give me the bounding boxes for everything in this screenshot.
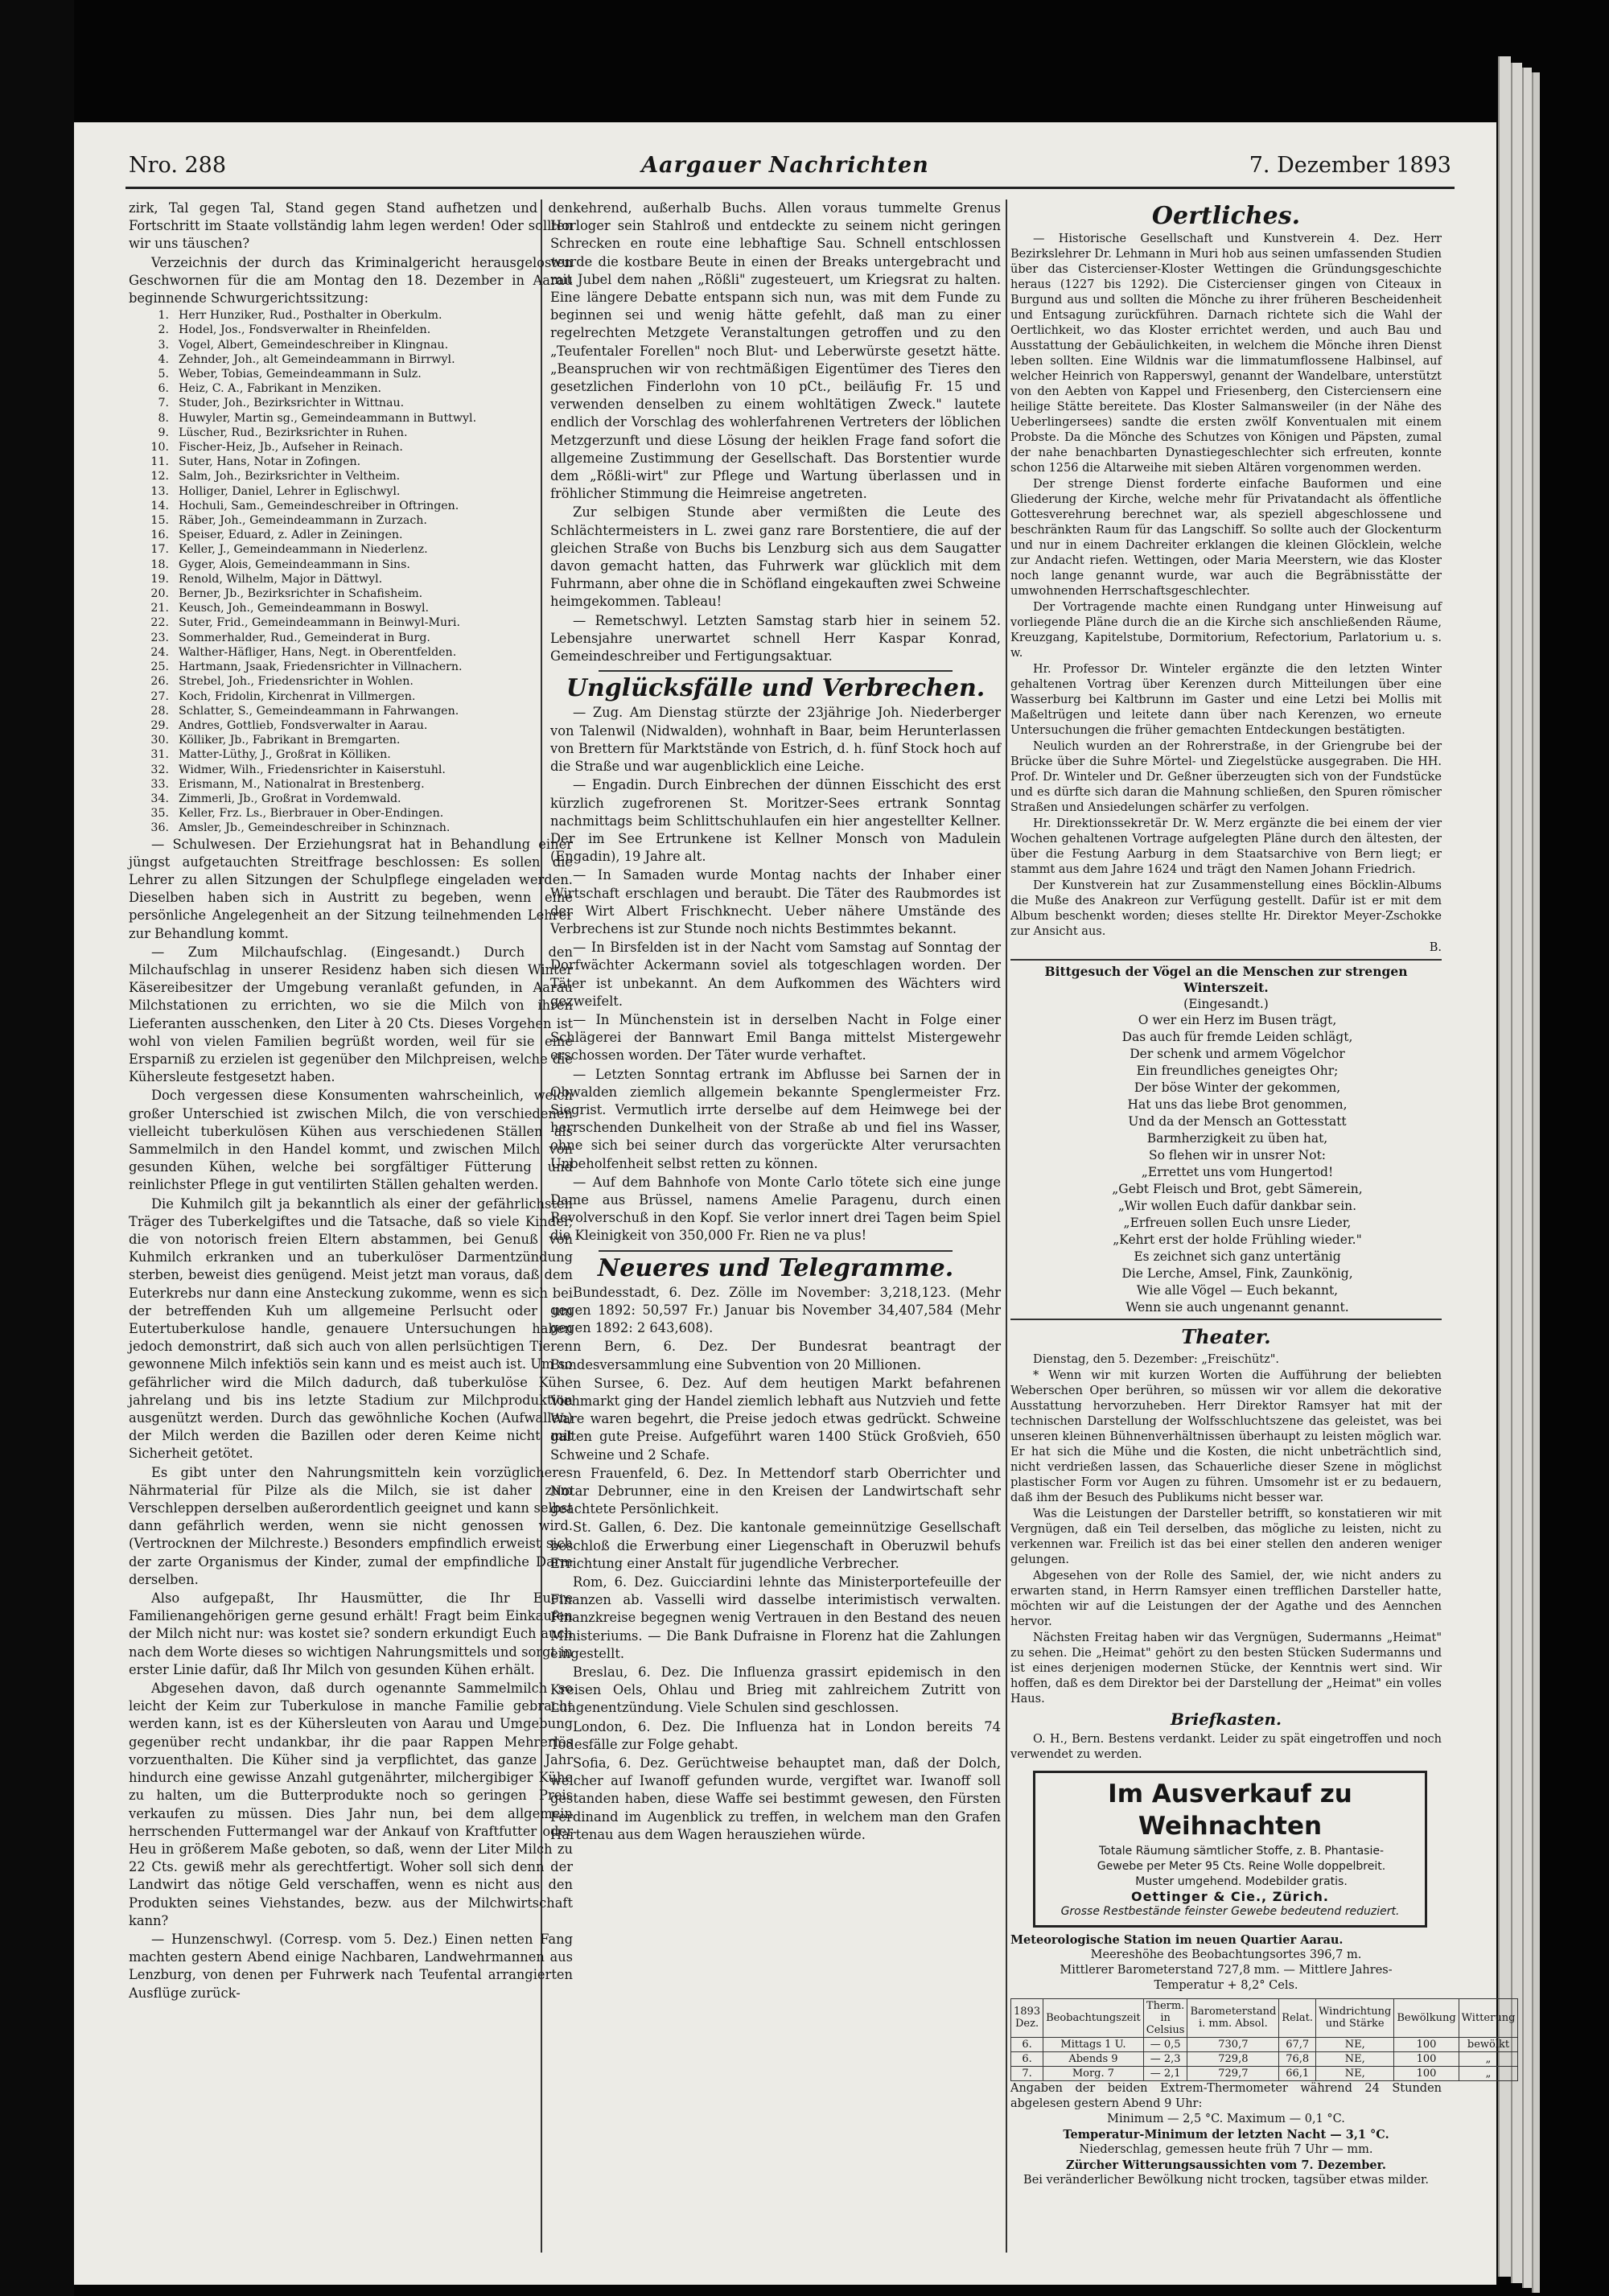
- poem-line: Der schenk und armem Vögelchor: [1130, 1047, 1345, 1062]
- weather-column-header: Relat.: [1279, 1998, 1316, 2037]
- juror-number: 21.: [150, 602, 169, 615]
- juror-name: Suter, Hans, Notar in Zofingen.: [179, 455, 361, 469]
- juror-number: 34.: [150, 792, 169, 805]
- section-rule: [599, 670, 953, 672]
- local-news: [1010, 232, 1442, 940]
- juror-number: 30.: [150, 734, 169, 747]
- juror-entry: [129, 367, 573, 381]
- accident-item: — Zug. Am Dienstag stürzte der 23jährige Joh. Niederberger von Talenwil (Nidwalden), wohnhaft in Baar, beim Herunterlassen von Brettern für Marktstände von Estrich, d. h. fünf Stock hoch auf die Straße und war augenblicklich eine Leiche.: [550, 705, 1001, 775]
- juror-entry: [129, 484, 573, 499]
- weather-cell: Abends 9: [1043, 2051, 1144, 2066]
- article-signature: B.: [1429, 941, 1442, 955]
- weather-cell: 7.: [1011, 2066, 1043, 2080]
- juror-number: 3.: [158, 338, 169, 352]
- local-news-item: Der Vortragende machte einen Rundgang unter Hinweisung auf vorliegende Pläne durch die an die Kirche sich anschließenden Räume, Kreuzgang, Kapitelstube, Dormitorium, Refectorium, Parlatorium u. s. w.: [1010, 601, 1442, 660]
- juror-number: 35.: [150, 807, 169, 821]
- article-paragraph: Abgesehen davon, daß durch ogenannte Sammelmilch so leicht der Keim zur Tuberkulose in manche Familie gebracht werden kann, ist es der Kühersleuten von Aarau und Umgebung gegenüber recht undankbar, ihr die paar Rappen Mehrerlös vorzuenthalten. Die Küher sind ja verpflichtet, das ganze Jahr hindurch eine gewisse Anzahl gutgenährter, milchergibiger Kühe zu halten, um die Butterprodukte noch so geringen Preis verkaufen zu müssen. Dies Jahr nun, bei dem allgemein herrschenden Futtermangel war der Ankauf von Kraftfutter oder Heu in größerem Maße geboten, so daß, wenn der Liter Milch zu 22 Cts. gewiß mehr als gerechtfertigt. Woher soll sich denn der Landwirt das nötige Geld verschaffen, wenn es nicht aus den Produkten seines Viehstandes, bezw. aus der Milchwirtschaft kann?: [129, 1681, 573, 1928]
- weather-report: [1010, 1932, 1516, 2188]
- column-right: [1010, 200, 1516, 2188]
- weather-cell: — 2,3: [1143, 2051, 1187, 2066]
- juror-entry: [129, 528, 573, 542]
- accidents-list: [550, 704, 1001, 1245]
- weather-cell: 729,7: [1187, 2066, 1279, 2080]
- ad-line: Totale Räumung sämtlicher Stoffe, z. B. Phantasie-: [1098, 1844, 1385, 1858]
- juror-entry: [129, 352, 573, 367]
- newspaper-page: [74, 122, 1516, 2285]
- juror-number: 28.: [150, 704, 169, 718]
- juror-name: Salm, Joh., Bezirksrichter in Veltheim.: [179, 470, 401, 483]
- juror-entry: [129, 338, 573, 352]
- juror-entry: [129, 381, 573, 396]
- weather-cell: „: [1459, 2051, 1518, 2066]
- weather-cell: 100: [1394, 2051, 1459, 2066]
- juror-name: Suter, Frid., Gemeindeammann in Beinwyl-Muri.: [179, 616, 460, 630]
- section-title-theater: Theater.: [1181, 1325, 1271, 1349]
- juror-entry: [129, 821, 573, 835]
- telegram-item: Bundesstadt, 6. Dez. Zölle im November: 3,218,123. (Mehr gegen 1892: 50,597 Fr.) Januar bis November 34,407,584 (Mehr gegen 1892: 2 643,608).: [550, 1284, 1001, 1336]
- local-news-item: Neulich wurden an der Rohrerstraße, in der Griengrube bei der Brücke über die Suhre Mörtel- und Ziegelstücke ausgegraben. Die HH. Prof. Dr. Winteler und Dr. Geßner überzeugten sich von der Fundstücke und es dürfte sich daran die Mahnung schließen, den Spuren römischer Straßen und Ansiedelungen schärfer zu verfolgen.: [1010, 740, 1442, 815]
- section-rule: [1010, 959, 1442, 961]
- article-paragraph: Es gibt unter den Nahrungsmitteln kein vorzüglicheres Nährmaterial für Pilze als die Milch, sie ist daher zum Verschleppen derselben außerordentlich geeignet und kann selbst dann gefährlich werden, wenn sie nicht genossen wird. (Vertrocknen der Milchreste.) Besonders empfindlich erweist sich der zarte Organismus der Kinder, zumal der empfindliche Darm derselben.: [129, 1464, 573, 1587]
- section-title-local: Oertliches.: [1151, 202, 1301, 230]
- article-continuation: zirk, Tal gegen Tal, Stand gegen Stand aufhetzen und den Fortschritt im Staate vollständig lahm legen werden! Oder sollten wir uns täuschen?: [129, 200, 573, 252]
- poem-line: „Kehrt erst der holde Frühling wieder.": [1113, 1232, 1362, 1248]
- advertisement: [1033, 1771, 1427, 1928]
- juror-entry: [129, 586, 573, 601]
- juror-entry: [129, 440, 573, 455]
- poem-line: Ein freundliches geneigtes Ohr;: [1136, 1064, 1339, 1079]
- telegram-item: Breslau, 6. Dez. Die Influenza grassirt epidemisch in den Kreisen Oels, Ohlau und Brieg mit zahlreichem Zutritt von Lungenentzündung. Viele Schulen sind geschlossen.: [550, 1664, 1001, 1716]
- section-rule: [599, 1250, 953, 1252]
- telegram-item: n Bern, 6. Dez. Der Bundesrat beantragt der Bundesversammlung eine Subvention von 20 Millionen.: [550, 1339, 1001, 1372]
- juror-entry: [129, 763, 573, 777]
- section-title-news: Neueres und Telegramme.: [597, 1253, 954, 1282]
- poem-line: Das auch für fremde Leiden schlägt,: [1121, 1030, 1353, 1045]
- local-news-item: Hr. Professor Dr. Winteler ergänzte die den letzten Winter gehaltenen Vortrag über Kerenzen durch Mitteilungen über eine Wasserburg bei Kaltbrunn im Gaster und eine Letzi bei Mollis mit Maßeltrügen und leitete dann über nach Kerenzen, wo erneute Untersuchungen die früher gemachten Entdeckungen bestätigten.: [1010, 663, 1442, 738]
- juror-number: 15.: [150, 514, 169, 528]
- juror-entry: [129, 689, 573, 704]
- juror-name: Widmer, Wilh., Friedensrichter in Kaiserstuhl.: [179, 763, 446, 776]
- juror-entry: [129, 499, 573, 513]
- juror-name: Fischer-Heiz, Jb., Aufseher in Reinach.: [179, 441, 403, 455]
- juror-entry: [129, 469, 573, 483]
- juror-name: Kölliker, Jb., Fabrikant in Bremgarten.: [179, 734, 401, 747]
- juror-name: Koch, Fridolin, Kirchenrat in Villmergen.: [179, 689, 416, 703]
- article-paragraph: — Schulwesen. Der Erziehungsrat hat in Behandlung einer jüngst aufgetauchten Streitfrage beschlossen: Es sollen die Lehrer zu allen Sitzungen der Schulpflege eingeladen werden. Dieselben haben sich in Austritt zu begeben, wenn eine persönliche Angelegenheit an der Sitzung teilnehmenden Lehrer zur Behandlung kommt.: [129, 836, 573, 941]
- juror-number: 2.: [158, 323, 169, 337]
- juror-number: 14.: [150, 499, 169, 512]
- ad-headline: Im Ausverkauf zu Weihnachten: [1108, 1779, 1352, 1841]
- weather-cell: — 0,5: [1143, 2037, 1187, 2051]
- ad-firm: Oettinger & Cie., Zürich.: [1130, 1888, 1330, 1904]
- poem-note: (Eingesandt.): [1183, 997, 1269, 1012]
- accident-item: — Auf dem Bahnhofe von Monte Carlo tötete sich eine junge Dame aus Brüssel, namens Amelie Paragenu, durch einen Revolverschuß in den Kopf. Sie verlor innert drei Tagen beim Spiel die Kleinigkeit von 350,000 Fr. Rien ne va plus!: [550, 1174, 1001, 1244]
- juror-name: Erismann, M., Nationalrat in Brestenberg.: [179, 777, 425, 791]
- juror-name: Sommerhalder, Rud., Gemeinderat in Burg.: [179, 631, 430, 644]
- poem-line: Die Lerche, Amsel, Fink, Zaunkönig,: [1121, 1266, 1353, 1282]
- juror-name: Hartmann, Jsaak, Friedensrichter in Villnachern.: [179, 660, 463, 674]
- section-title-mailbox: Briefkasten.: [1171, 1710, 1282, 1730]
- juror-name: Räber, Joh., Gemeindeammann in Zurzach.: [179, 514, 427, 528]
- juror-number: 1.: [158, 309, 169, 323]
- poem-line: Wie alle Vögel — Euch bekannt,: [1136, 1283, 1339, 1298]
- juror-entry: [129, 777, 573, 792]
- column-left: [129, 200, 573, 2003]
- weather-cell: 67,7: [1279, 2037, 1316, 2051]
- juror-name: Speiser, Eduard, z. Adler in Zeiningen.: [179, 529, 403, 542]
- juror-name: Keller, J., Gemeindeammann in Niederlenz.: [179, 543, 428, 557]
- ad-line: Gewebe per Meter 95 Cts. Reine Wolle doppelbreit.: [1097, 1859, 1386, 1873]
- weather-line: Meereshöhe des Beobachtungsortes 396,7 m.: [1090, 1948, 1362, 1961]
- poem-line: O wer ein Herz im Busen trägt,: [1138, 1013, 1337, 1028]
- poem-line: Der böse Winter der gekommen,: [1134, 1080, 1341, 1096]
- poem: [1010, 1012, 1442, 1315]
- weather-cell: „: [1459, 2066, 1518, 2080]
- juror-number: 27.: [150, 689, 169, 703]
- col2-intro: [550, 200, 1001, 665]
- weather-column-header: Witterung: [1459, 1998, 1518, 2037]
- juror-number: 17.: [150, 543, 169, 557]
- weather-precip: Niederschlag, gemessen heute früh 7 Uhr — mm.: [1079, 2142, 1373, 2156]
- juror-entry: [129, 601, 573, 615]
- weather-cell: Morg. 7: [1043, 2066, 1144, 2080]
- juror-name: Herr Hunziker, Rud., Posthalter in Oberkulm.: [179, 309, 442, 323]
- juror-entry: [129, 792, 573, 806]
- accident-item: — Letzten Sonntag ertrank im Abflusse bei Sarnen der in Obwalden ziemlich allgemein bekannte Spenglermeister Frz. Siegrist. Vermutlich irrte derselbe auf dem Heimwege bei der herrschenden Dunkelheit von der Straße ab und fiel ins Wasser, ohne sich bei seiner durch das vorgerückte Alter verursachten Unbeholfenheit selbst retten zu können.: [550, 1066, 1001, 1171]
- juror-name: Renold, Wilhelm, Major in Dättwyl.: [179, 572, 383, 586]
- local-news-item: Der strenge Dienst forderte einfache Bauformen und eine Gliederung der Kirche, welche mehr für Privatandacht als öffentliche Gottesverehrung berechnet war, als speziell abgeschlossene und beschränkten Raum für das Langschiff. So sollte auch der Glockenturm und nur in einem Dachreiter erklangen die kleinen Glöcklein, welche zur Andacht riefen. Wettingen, oder Maria Meerstern, wie das Kloster noch lange genannt wurde, war auch die Begräbnisstätte der umwohnenden Herrschaftsgeschlechter.: [1010, 478, 1442, 599]
- article-paragraph: — Zum Milchaufschlag. (Eingesandt.) Durch den Milchaufschlag in unserer Residenz haben sich diesen Winter Käsereibesitzer der Umgebung veranlaßt gefunden, in Aarau Milchstationen zu errichten, wo sie die Milch von ihren Lieferanten ausschenken, den Liter à 20 Cts. Dieses Vorgehen ist wohl von vielen Familien begrüßt worden, weil für sie eine Ersparniß zu erzielen ist gegenüber den Milchpreisen, welche die Kühersleute festgesetzt haben.: [129, 944, 573, 1085]
- page-stack-edge: [1511, 63, 1522, 2283]
- juror-entry: [129, 308, 573, 323]
- poem-line: Es zeichnet sich ganz untertänig: [1134, 1249, 1341, 1265]
- juror-name: Lüscher, Rud., Bezirksrichter in Ruhen.: [179, 426, 408, 439]
- poem-line: „Errettet uns vom Hungertod!: [1141, 1165, 1334, 1180]
- weather-line: Mittlerer Barometerstand 727,8 mm. — Mittlere Jahres-: [1060, 1963, 1393, 1977]
- juror-number: 12.: [150, 470, 169, 483]
- weather-cell: 100: [1394, 2066, 1459, 2080]
- juror-number: 19.: [150, 572, 169, 586]
- juror-name: Schlatter, S., Gemeindeammann in Fahrwangen.: [179, 704, 459, 718]
- page-stack-edge: [1522, 68, 1532, 2288]
- juror-number: 13.: [150, 484, 169, 498]
- poem-line: So flehen wir in unsrer Not:: [1148, 1148, 1327, 1163]
- juror-number: 29.: [150, 718, 169, 732]
- juror-number: 31.: [150, 748, 169, 762]
- juror-name: Vogel, Albert, Gemeindeschreiber in Klingnau.: [179, 338, 449, 352]
- weather-table-header: [1011, 1998, 1518, 2037]
- juror-name: Zimmerli, Jb., Großrat in Vordemwald.: [179, 792, 401, 805]
- page-stack-edge: [1498, 56, 1511, 2277]
- theater-paragraph: Abgesehen von der Rolle des Samiel, der, wie nicht anders zu erwarten stand, in Herrn Ramsyer einen trefflichen Darsteller hatte, möchten wir auf die Leistungen der der Agathe und des Aennchen hervor.: [1010, 1570, 1442, 1629]
- weather-minmax: Minimum — 2,5 °C. Maximum — 0,1 °C.: [1107, 2112, 1345, 2125]
- juror-name: Studer, Joh., Bezirksrichter in Wittnau.: [179, 397, 405, 410]
- article-paragraph: Zur selbigen Stunde aber vermißten die Leute des Schlächtermeisters in L. zwei ganz rare Borstentiere, die auf der gleichen Straße von Buchs bis Lenzburg sich aus dem Saugatter davon gemacht hatten, das Fuhrwerk war glücklich mit dem Fuhrmann, aber ohne die in Schöfland eingekauften zwei Schweine heimgekommen. Tableau!: [550, 504, 1001, 610]
- poem-title: Bittgesuch der Vögel an die Menschen zur strengen Winterszeit.: [1044, 964, 1408, 996]
- section-title-accidents: Unglücksfälle und Verbrechen.: [566, 674, 986, 703]
- juror-name: Walther-Häfliger, Hans, Negt. in Oberentfelden.: [179, 645, 457, 659]
- news-list: [550, 1284, 1001, 1844]
- juror-number: 20.: [150, 587, 169, 601]
- juror-name: Huwyler, Martin sg., Gemeindeammann in Buttwyl.: [179, 411, 477, 425]
- juror-name: Berner, Jb., Bezirksrichter in Schafisheim.: [179, 587, 423, 601]
- article-paragraph: — Remetschwyl. Letzten Samstag starb hier in seinem 52. Lebensjahre unerwartet schnell Herr Kaspar Konrad, Gemeindeschreiber und Fertigungsaktuar.: [550, 612, 1001, 665]
- accident-item: — In Samaden wurde Montag nachts der Inhaber einer Wirtschaft erschlagen und beraubt. Die Täter des Raubmordes ist der Wirt Albert Frischknecht. Ueber nähere Umstände des Verbrechens ist zur Stunde noch nichts Bestimmtes bekannt.: [550, 867, 1001, 936]
- theater-paragraph: * Wenn wir mit kurzen Worten die Aufführung der beliebten Weberschen Oper berühren, so müssen wir vor allem die dekorative Ausstattung hervorzuheben. Herr Direktor Ramsyer hat mit der technischen Darstellung der Wolfsschluchtszene das geleistet, was bei unseren kleinen Bühnenverhältnissen überhaupt zu leisten möglich war. Er hat sich die Mühe und die Kosten, die nicht unbeträchtlich sind, nicht verdrießen lassen, das Schauerliche dieser Szene in möglichst plastischer Form vor Augen zu führen. Umsomehr ist er zu bedauern, daß ihm der Besuch des Publikums nicht besser war.: [1010, 1369, 1442, 1505]
- local-news-item: — Historische Gesellschaft und Kunstverein 4. Dez. Herr Bezirkslehrer Dr. Lehmann in Muri hob aus seinen umfassenden Studien über das Cistercienser-Kloster Wettingen die Gründungsgeschichte heraus (1227 bis 1292). Die Cistercienser gingen von Citeaux in Burgund aus und sollten die Mönche zu ihrer früheren Bescheidenheit und Entsagung zurückführen. Darnach richtete sich die Wahl der Oertlichkeit, wo das Kloster errichtet werden, und auch Bau und Ausstattung der Gebäulichkeiten, in welchem die Mönche ihren Dienst leben sollten. Eine Wildnis war die limmatumflossene Halbinsel, auf welcher Heinrich von Rapperswyl, genannt der Wandelbare, unterstützt von den Aebten von Kappel und Friesenberg, den Cisterciensern eine heilige Stätte bereitete. Das Kloster Salmansweiler (in der Nähe des Ueberlingersees) sandte die ersten zwölf Konventualen mit einem Probste. Da die Mönche des Schutzes von Königen und Päpsten, zumal der nahe benachbarten Dynastiegeschlechter sich erfreuten, konnte schon 1256 die Altarweihe mit sieben Altären vorgenommen werden.: [1010, 232, 1442, 475]
- weather-tempmin: Temperatur-Minimum der letzten Nacht — 3,1 °C.: [1063, 2127, 1389, 2142]
- juror-number: 26.: [150, 675, 169, 689]
- juror-entry: [129, 704, 573, 718]
- juror-name: Matter-Lüthy, J., Großrat in Kölliken.: [179, 748, 391, 762]
- weather-extremes: Angaben der beiden Extrem-Thermometer während 24 Stunden abgelesen gestern Abend 9 Uhr:: [1010, 2081, 1442, 2110]
- juror-name: Hochuli, Sam., Gemeindeschreiber in Oftringen.: [179, 499, 459, 512]
- telegram-item: St. Gallen, 6. Dez. Die kantonale gemeinnützige Gesellschaft beschloß die Erwerbung einer Liegenschaft in Oberuzwil behufs Errichtung einer Anstalt für jugendliche Verbrecher.: [550, 1520, 1001, 1571]
- juror-entry: [129, 645, 573, 660]
- juror-entry: [129, 674, 573, 689]
- juror-name: Keller, Frz. Ls., Bierbrauer in Ober-Endingen.: [179, 807, 444, 821]
- juror-number: 9.: [158, 426, 169, 439]
- weather-line: Temperatur + 8,2° Cels.: [1154, 1978, 1298, 1992]
- weather-cell: 730,7: [1187, 2037, 1279, 2051]
- juror-number: 22.: [150, 616, 169, 630]
- juror-number: 25.: [150, 660, 169, 674]
- poem-line: Barmherzigkeit zu üben hat,: [1146, 1131, 1328, 1146]
- juror-name: Amsler, Jb., Gemeindeschreiber in Schinznach.: [179, 821, 451, 835]
- juror-number: 23.: [150, 631, 169, 644]
- telegram-item: London, 6. Dez. Die Influenza hat in London bereits 74 Todesfälle zur Folge gehabt.: [550, 1718, 1001, 1752]
- juror-number: 24.: [150, 645, 169, 659]
- local-news-item: Hr. Direktionssekretär Dr. W. Merz ergänzte die bei einem der vier Wochen gehaltenen Vortrage aufgelegten Pläne durch den ältesten, der über die Festung Aarburg in dem Staatsarchive von Bern liegt; er stammt aus dem Jahre 1624 und trägt den Namen Johann Friedrich.: [1010, 817, 1442, 877]
- weather-column-header: Beobachtungszeit: [1043, 1998, 1144, 2037]
- juror-entry: [129, 733, 573, 747]
- weather-cell: Mittags 1 U.: [1043, 2037, 1144, 2051]
- juror-name: Strebel, Joh., Friedensrichter in Wohlen.: [179, 675, 414, 689]
- weather-cell: 66,1: [1279, 2066, 1316, 2080]
- col1-articles: [129, 836, 573, 2002]
- juror-number: 7.: [158, 397, 169, 410]
- juror-number: 16.: [150, 529, 169, 542]
- theater-paragraph: Nächsten Freitag haben wir das Vergnügen, Sudermanns „Heimat" zu sehen. Die „Heimat" gehört zu den besten Stücken Sudermanns und ist eines derjenigen modernen Stücke, der Kenntnis wert sind. Wir hoffen, daß es dem Direktor bei der Darstellung der „Heimat" ein volles Haus.: [1010, 1631, 1442, 1706]
- juror-number: 11.: [150, 455, 169, 469]
- poem-line: Hat uns das liebe Brot genommen,: [1127, 1097, 1348, 1113]
- juror-number: 6.: [158, 382, 169, 396]
- telegram-item: n Frauenfeld, 6. Dez. In Mettendorf starb Oberrichter und Notar Debrunner, eine in den Kreisen der Landwirtschaft sehr geachtete Persönlichkeit.: [550, 1465, 1001, 1517]
- juror-entry: [129, 558, 573, 572]
- juror-number: 10.: [150, 441, 169, 455]
- weather-cell: bewölkt: [1459, 2037, 1518, 2051]
- article-paragraph: Die Kuhmilch gilt ja bekanntlich als einer der gefährlichsten Träger des Tuberkelgiftes und die Tatsache, daß so viele Kinder, die von notorisch freien Eltern abstammen, bei Genuß von Kuhmilch erkranken und an tuberkulöser Darmentzündung sterben, beweist dies genügend. Meist jetzt man voraus, daß dem Euterkrebs nur dann eine Ansteckung zukomme, wenn es sich bei der betreffenden Kuh um allgemeine Perlsucht oder um Eutertuberkulose handle, genauere Untersuchungen haben jedoch demonstrirt, daß sich auch von allen perlsüchtigen Tieren gewonnene Milch infektiös sein kann und es meist auch ist. Um so gefährlicher wird die Milch dadurch, daß tuberkulöse Kühe jahrelang und bis ins letzte Stadium zur Milchproduktion ausgenützt werden. Durch das gewöhnliche Kochen (Aufwallen) der Milch werden die Bazillen oder deren Keime nicht mit Sicherheit getötet.: [129, 1195, 573, 1462]
- poem-line: Wenn sie auch ungenannt genannt.: [1125, 1300, 1349, 1315]
- telegram-item: n Sursee, 6. Dez. Auf dem heutigen Markt befahrenen Viehmarkt ging der Handel ziemlich lebhaft aus Nutzvieh und fette Ware waren begehrt, die Preise jedoch etwas gedrückt. Schweine galten gute Preise. Aufgeführt waren 1400 Stück Großvieh, 650 Schweine und 2 Schafe.: [550, 1375, 1001, 1463]
- juror-number: 18.: [150, 558, 169, 571]
- juror-entry: [129, 323, 573, 337]
- juror-number: 4.: [158, 352, 169, 366]
- poem-line: Und da der Mensch an Gottesstatt: [1128, 1114, 1347, 1129]
- weather-forecast-title: Zürcher Witterungsaussichten vom 7. Dezember.: [1066, 2158, 1386, 2172]
- weather-column-header: Barometerstand i. mm. Absol.: [1187, 1998, 1279, 2037]
- juror-name: Zehnder, Joh., alt Gemeindeammann in Birrwyl.: [179, 352, 455, 366]
- section-rule: [1010, 1319, 1442, 1320]
- poem-line: „Erfreuen sollen Euch unsre Lieder,: [1123, 1216, 1352, 1231]
- accident-item: — In Birsfelden ist in der Nacht vom Samstag auf Sonntag der Dorfwächter Ackermann soviel als totgeschlagen worden. Der Täter ist unbekannt. An dem Aufkommen des Wächters wird gezweifelt.: [550, 940, 1001, 1009]
- jurors-list: [129, 308, 573, 835]
- juror-name: Holliger, Daniel, Lehrer in Eglischwyl.: [179, 484, 401, 498]
- juror-entry: [129, 615, 573, 630]
- juror-name: Gyger, Alois, Gemeindeammann in Sins.: [179, 558, 410, 571]
- weather-table: [1010, 1998, 1518, 2081]
- weather-row: [1011, 2051, 1518, 2066]
- weather-forecast: Bei veränderlicher Bewölkung nicht trocken, tagsüber etwas milder.: [1023, 2173, 1429, 2187]
- scan-edge: [0, 0, 74, 2296]
- juror-entry: [129, 455, 573, 469]
- juror-entry: [129, 660, 573, 674]
- weather-column-header: Windrichtung und Stärke: [1316, 1998, 1394, 2037]
- weather-row: [1011, 2066, 1518, 2080]
- juror-entry: [129, 396, 573, 410]
- issue-date: 7. Dezember 1893: [1249, 153, 1451, 178]
- poem-line: „Wir wollen Euch dafür dankbar sein.: [1117, 1199, 1357, 1214]
- theater-paragraph: Dienstag, den 5. Dezember: „Freischütz".: [1033, 1353, 1280, 1367]
- jurors-intro: Verzeichnis der durch das Kriminalgericht herausgelosten Geschwornen für die am Montag den 18. Dezember in Aarau beginnende Schwurgerichtssitzung:: [129, 254, 573, 307]
- masthead: Aargauer Nachrichten: [641, 153, 929, 178]
- mailbox-text: O. H., Bern. Bestens verdankt. Leider zu spät eingetroffen und noch verwendet zu werden.: [1010, 1732, 1442, 1761]
- juror-entry: [129, 806, 573, 821]
- weather-column-header: Therm. in Celsius: [1143, 1998, 1187, 2037]
- page-stack-edge: [1532, 72, 1540, 2293]
- telegram-item: Sofia, 6. Dez. Gerüchtweise behauptet man, daß der Dolch, welcher auf Iwanoff gefunden wurde, vergiftet war. Iwanoff soll gestanden haben, diese Waffe sei bestimmt gewesen, den Fürsten Ferdinand im Augenblick zu treffen, in welchem man den Grafen Hartenau aus dem Wagen herausziehen würde.: [550, 1755, 1001, 1842]
- juror-entry: [129, 513, 573, 528]
- juror-name: Hodel, Jos., Fondsverwalter in Rheinfelden.: [179, 323, 431, 337]
- juror-entry: [129, 411, 573, 426]
- juror-entry: [129, 747, 573, 762]
- header-rule: [126, 187, 1455, 189]
- theater-paragraph: Was die Leistungen der Darsteller betrifft, so konstatieren wir mit Vergnügen, daß ein Teil derselben, das mögliche zu leisten, nicht zu verkennen war. Freilich ist das bei einer stellen den anderen weniger gelungen.: [1010, 1508, 1442, 1567]
- juror-entry: [129, 718, 573, 733]
- weather-cell: — 2,1: [1143, 2066, 1187, 2080]
- article-paragraph: Also aufgepaßt, Ihr Hausmütter, die Ihr Euere Familienangehörigen gerne gesund erhält! Fragt beim Einkaufen der Milch nicht nur: was kostet sie? sondern erkundigt Euch auch nach dem Worte dieses so wichtigen Nahrungsmittels und sorgt in erster Linie dafür, daß Ihr Milch von gesunden Kühen erhält.: [129, 1590, 573, 1677]
- juror-entry: [129, 542, 573, 557]
- column-rule: [1006, 200, 1007, 2253]
- weather-cell: 6.: [1011, 2037, 1043, 2051]
- article-paragraph: Doch vergessen diese Konsumenten wahrscheinlich, welch großer Unterschied ist zwischen Milch, die von verschiedenen vielleicht tuberkulösen Kühen aus verschiedenen Ställen als Sammelmilch in den Handel kommt, und zwischen Milch von gesunden Kühen, welche bei sorgfältiger Fütterung und reinlichster Pflege in gut ventilirten Ställen gehalten werden.: [129, 1088, 573, 1193]
- accident-item: — Engadin. Durch Einbrechen der dünnen Eisschicht des erst kürzlich zugefrorenen St. Moritzer-Sees ertrank Sonntag nachmittags beim Schlittschuhlaufen ein hier angestellter Kellner. Der im See Ertrunkene ist Kellner Monsch von Madulein (Engadin), 19 Jahre alt.: [550, 777, 1001, 865]
- local-news-item: Der Kunstverein hat zur Zusammenstellung eines Böcklin-Albums die Muße des Anakreon zur Verfügung gestellt. Dafür ist er mit dem Album beschenkt worden; dieses stellte Hr. Direktor Meyer-Zschokke zur Ansicht aus.: [1010, 879, 1442, 939]
- issue-number: Nro. 288: [129, 153, 227, 178]
- weather-cell: 76,8: [1279, 2051, 1316, 2066]
- juror-number: 8.: [158, 411, 169, 425]
- weather-row: [1011, 2037, 1518, 2051]
- juror-number: 5.: [158, 368, 169, 381]
- weather-table-body: [1011, 2037, 1518, 2080]
- juror-name: Andres, Gottlieb, Fondsverwalter in Aarau.: [179, 718, 428, 732]
- juror-number: 33.: [150, 777, 169, 791]
- weather-column-header: Bewölkung: [1394, 1998, 1459, 2037]
- article-paragraph: — Hunzenschwyl. (Corresp. vom 5. Dez.) Einen netten Fang machten gestern Abend einige Nachbaren, Landwehrmannen aus Lenzburg, von denen per Fuhrwerk nach Teufental arrangierten Ausflüge zurück-: [129, 1931, 573, 2001]
- weather-cell: NE,: [1316, 2051, 1394, 2066]
- juror-name: Keusch, Joh., Gemeindeammann in Boswyl.: [179, 602, 430, 615]
- weather-cell: 100: [1394, 2037, 1459, 2051]
- ad-line: Muster umgehend. Modebilder gratis.: [1135, 1874, 1348, 1888]
- poem-line: „Gebt Fleisch und Brot, gebt Sämerein,: [1112, 1182, 1363, 1197]
- weather-title: Meteorologische Station im neuen Quartier Aarau.: [1010, 1932, 1344, 1947]
- juror-number: 32.: [150, 763, 169, 776]
- weather-column-header: 1893 Dez.: [1011, 1998, 1043, 2037]
- ad-lines: [1040, 1844, 1420, 1889]
- ad-footer: Grosse Restbestände feinster Gewebe bedeutend reduziert.: [1060, 1904, 1400, 1918]
- theater-review: [1010, 1352, 1442, 1707]
- weather-cell: NE,: [1316, 2066, 1394, 2080]
- column-middle: [550, 200, 1001, 1845]
- juror-name: Heiz, C. A., Fabrikant in Menziken.: [179, 382, 381, 396]
- accident-item: — In Münchenstein ist in derselben Nacht in Folge einer Schlägerei der Bannwart Emil Banga mittelst Mistergewehr erschossen worden. Der Täter wurde verhaftet.: [550, 1011, 1001, 1064]
- telegram-item: Rom, 6. Dez. Guicciardini lehnte das Ministerportefeuille der Finanzen ab. Vasselli wird dasselbe interimistisch verwalten. Finanzkreise begegnen wenig Vertrauen in den Bestand des neuen Ministeriums. — Die Bank Dufraisne in Florenz hat die Zahlungen eingestellt.: [550, 1574, 1001, 1661]
- weather-cell: NE,: [1316, 2037, 1394, 2051]
- weather-cell: 729,8: [1187, 2051, 1279, 2066]
- juror-entry: [129, 631, 573, 645]
- juror-entry: [129, 572, 573, 586]
- weather-cell: 6.: [1011, 2051, 1043, 2066]
- juror-number: 36.: [150, 821, 169, 835]
- juror-name: Weber, Tobias, Gemeindeammann in Sulz.: [179, 368, 422, 381]
- article-paragraph: kehrend, außerhalb Buchs. Allen voraus tummelte Grenus Horloger sein Stahlroß und entdeckte zu seinem nicht geringen Schrecken en route eine lebhaftige Sau. Schnell entschlossen wurde die kostbare Beute in einen der Breaks untergebracht und mit Jubel dem nahen „Rößli" zugesteuert, um Kriegsrat zu halten. Eine längere Debatte entspann sich nun, was mit dem Funde zu beginnen sei und wenig hätte gefehlt, daß man zu einer regelrechten Metzgete Veranstaltungen getroffen und zu den „Teufentaler Forellen" noch Blut- und Leberwürste gesetzt hätte. „Beanspruchen wir von rechtmäßigen Eigentümer des Tieres den gesetzlichen Finderlohn von 10 pCt., beiläufig Fr. 15 und verwenden denselben zu einem wohltätigen Zweck." lautete endlich der Vorschlag des wohlerfahrenen Vertreters der löblichen Metzgerzunft und diese Lösung der heiklen Frage fand sofort die allgemeine Zustimmung der Gesellschaft. Das Borstentier wurde dem „Rößli-wirt" zur Pflege und Wartung überlassen und in fröhlicher Stimmung die Heimreise angetreten.: [550, 200, 1001, 502]
- juror-entry: [129, 426, 573, 440]
